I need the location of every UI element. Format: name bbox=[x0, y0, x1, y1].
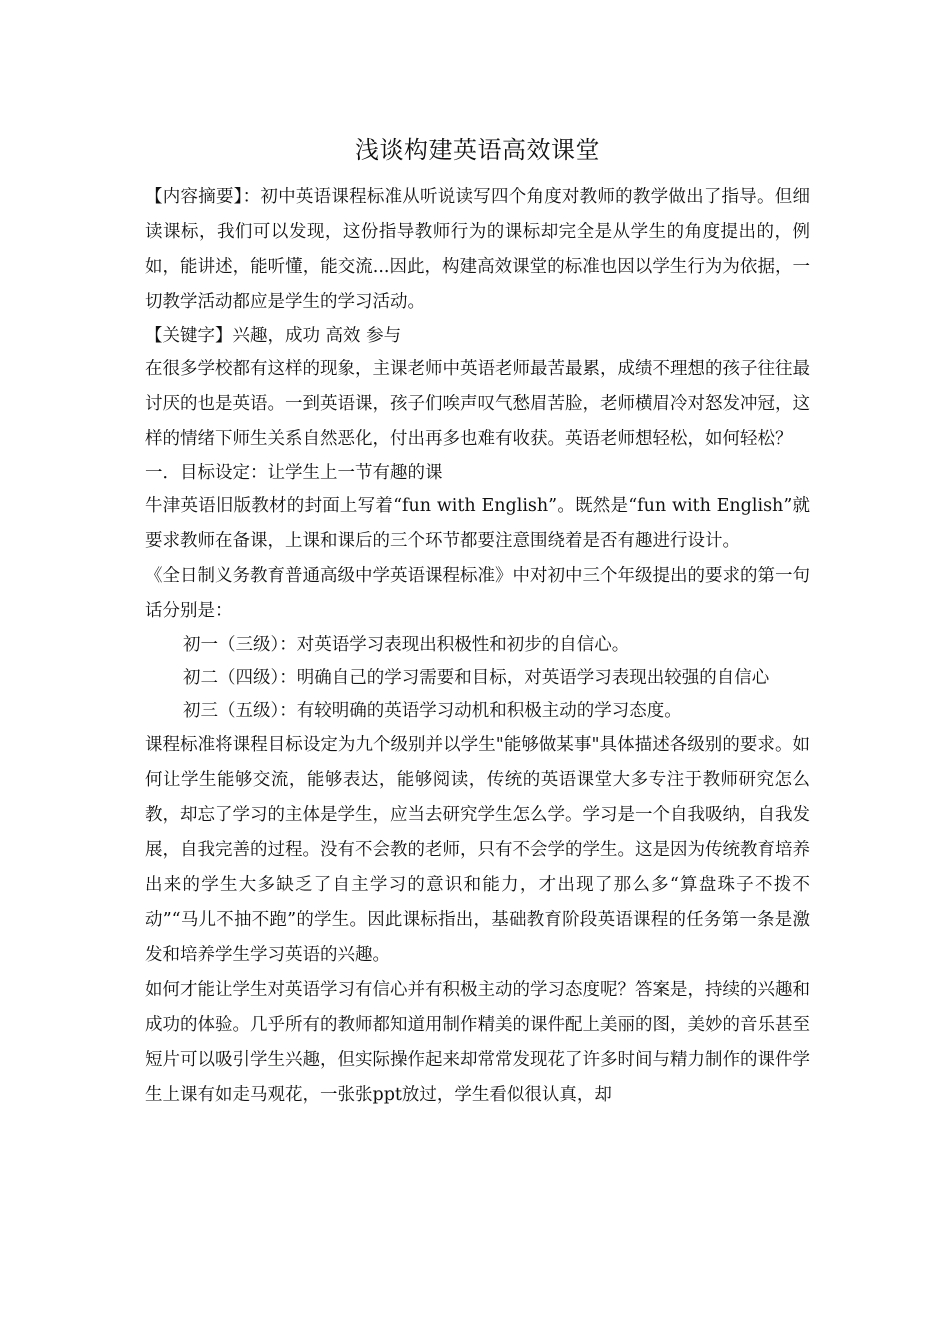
keywords-text: 兴趣，成功 高效 参与 bbox=[232, 326, 402, 346]
body-paragraph-interest: 如何才能让学生对英语学习有信心并有积极主动的学习态度呢？答案是，持续的兴趣和成功的体验。几乎所有的教师都知道用制作精美的课件配上美丽的图，美妙的音乐甚至短片可以吸引学生兴趣，但实际操作起来却常常发现花了许多时间与精力制作的课件学生上课有如走马观花，一张张ppt放过，学生看似很认真，却 bbox=[145, 980, 810, 1105]
grade-requirement-2: 初二（四级）：明确自己的学习需要和目标，对英语学习表现出较强的自信心 bbox=[183, 668, 770, 688]
body-paragraph-textbook: 牛津英语旧版教材的封面上写着“fun with English”。既然是“fun with English”就要求教师在备课，上课和课后的三个环节都要注意围绕着是否有趣进行设计。 bbox=[145, 496, 810, 551]
body-paragraph-intro: 在很多学校都有这样的现象，主课老师中英语老师最苦最累，成绩不理想的孩子往往最讨厌的也是英语。一到英语课，孩子们唉声叹气愁眉苦脸，老师横眉冷对怒发冲冠，这样的情绪下师生关系自然恶化，付出再多也难有收获。英语老师想轻松，如何轻松？ bbox=[145, 359, 810, 449]
abstract-label: 【内容摘要】 bbox=[145, 187, 243, 207]
abstract-text: ：初中英语课程标准从听说读写四个角度对教师的教学做出了指导。但细读课标，我们可以发现，这份指导教师行为的课标却完全是从学生的角度提出的，例如，能讲述，能听懂，能交流...因此，构建高效课堂的标准也因以学生行为为依据，一切教学活动都应是学生的学习活动。 bbox=[145, 187, 811, 312]
document-body bbox=[145, 128, 810, 1113]
abstract-paragraph bbox=[145, 180, 810, 320]
body-paragraph-standard: 《全日制义务教育普通高级中学英语课程标准》中对初中三个年级提出的要求的第一句话分别是： bbox=[145, 566, 810, 621]
grade-requirement-3: 初三（五级）：有较明确的英语学习动机和积极主动的学习态度。 bbox=[183, 701, 682, 721]
keywords-label: 【关键字】 bbox=[145, 326, 233, 346]
body-paragraph-curriculum: 课程标准将课程目标设定为九个级别并以学生"能够做某事"具体描述各级别的要求。如何让学生能够交流，能够表达，能够阅读，传统的英语课堂大多专注于教师研究怎么教，却忘了学习的主体是学生，应当去研究学生怎么学。学习是一个自我吸纳，自我发展，自我完善的过程。没有不会教的老师，只有不会学的学生。这是因为传统教育培养出来的学生大多缺乏了自主学习的意识和能力，才出现了那么多“算盘珠子不拨不动”“马儿不抽不跑”的学生。因此课标指出，基础教育阶段英语课程的任务第一条是激发和培养学生学习英语的兴趣。 bbox=[145, 735, 810, 965]
document-title: 浅谈构建英语高效课堂 bbox=[355, 136, 600, 164]
keywords-paragraph bbox=[145, 320, 810, 352]
section-heading: 一．目标设定：让学生上一节有趣的课 bbox=[145, 463, 443, 483]
grade-requirement-1: 初一（三级）：对英语学习表现出积极性和初步的自信心。 bbox=[183, 635, 630, 655]
